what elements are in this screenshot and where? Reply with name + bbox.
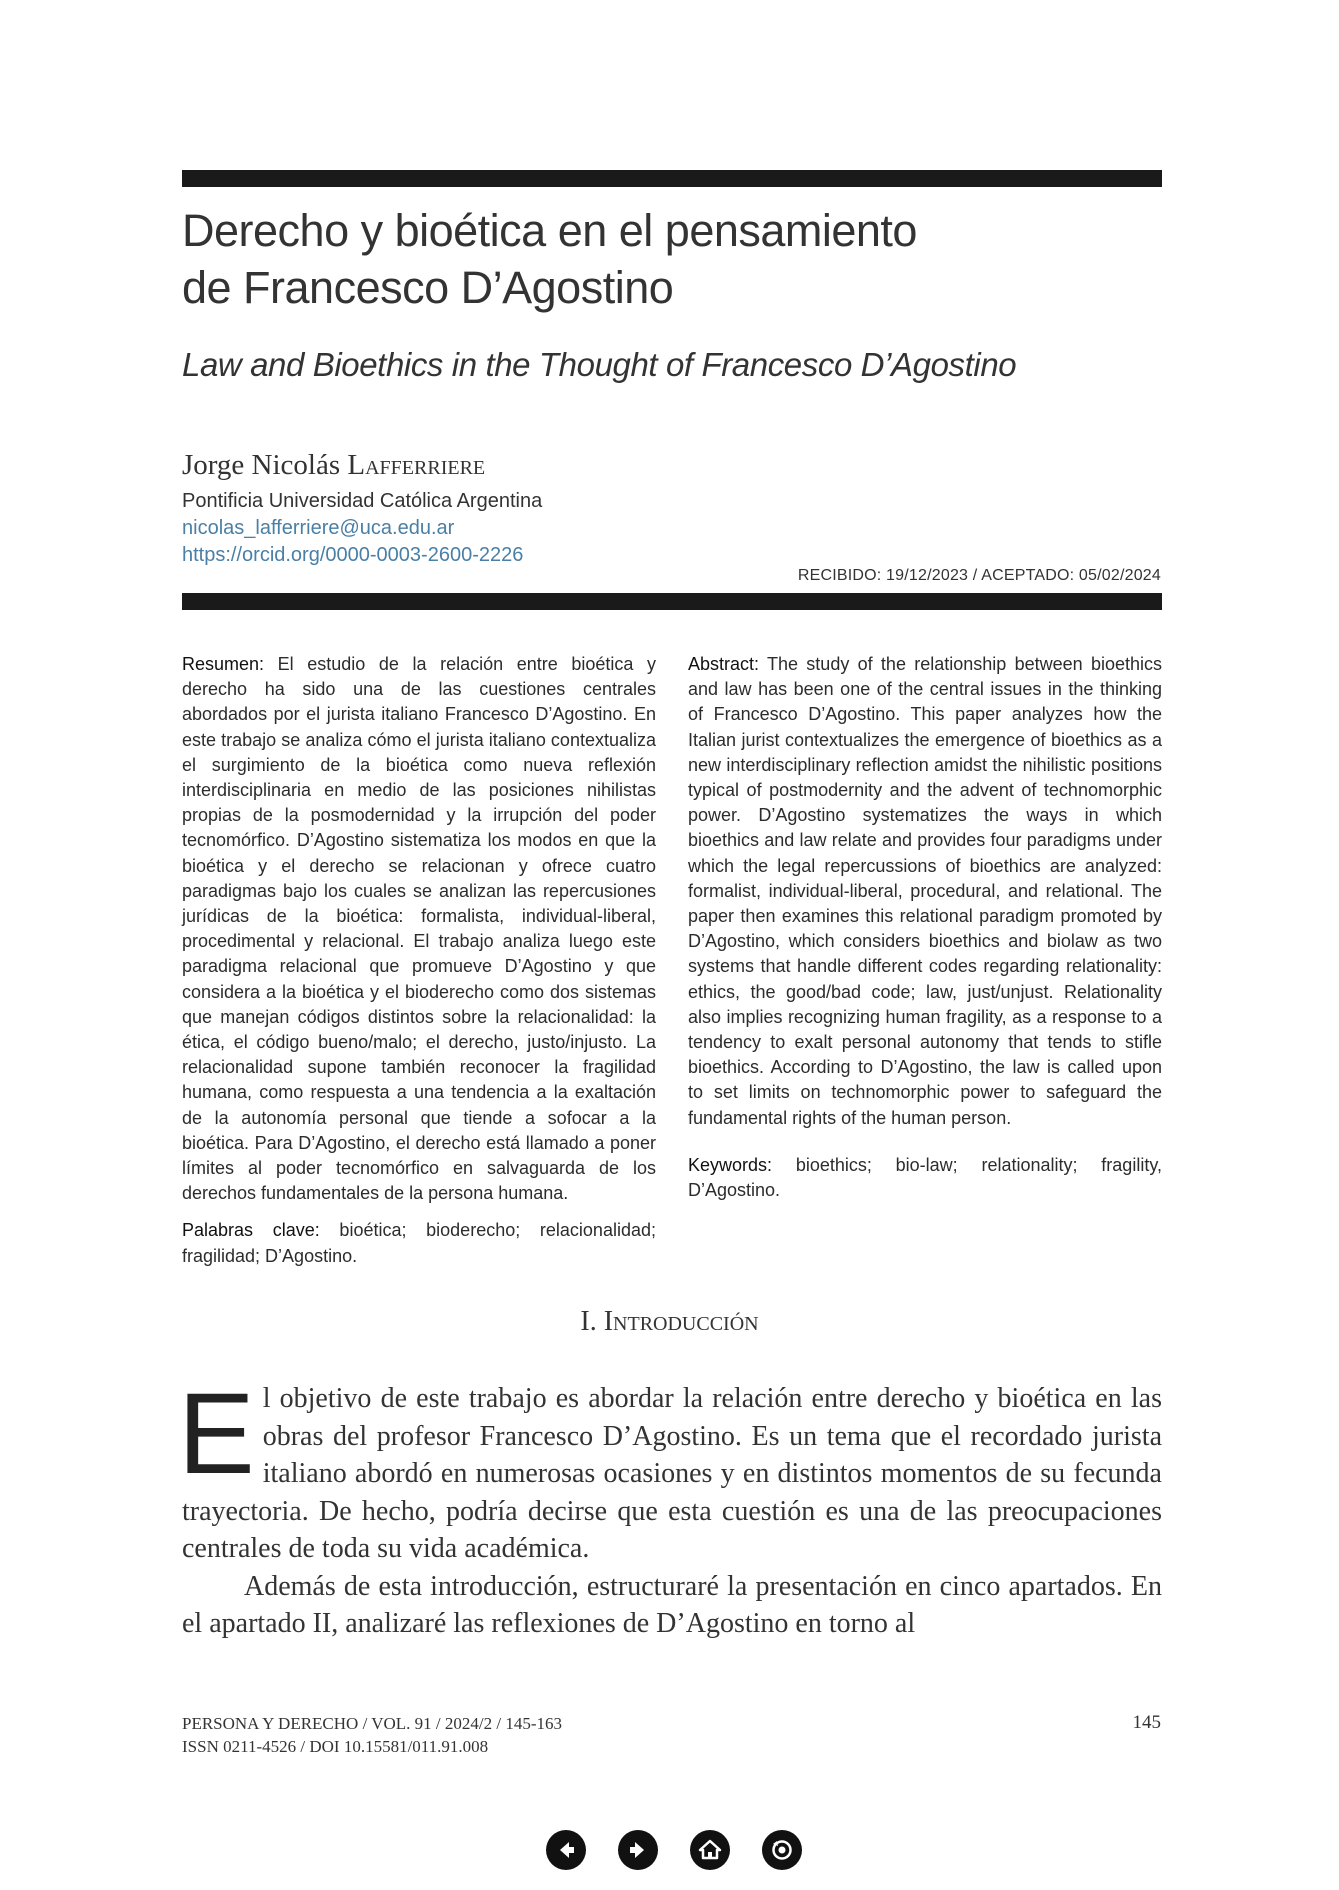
resumen-text: El estudio de la relación entre bioética y derecho ha sido una de las cuestiones centrales abordados por el jurista italiano Francesco D’Agostino. En este trabajo se analiza cómo el jurista italiano contextualiza el surgimiento de la bioética como nueva reflexión interdisciplinaria en medio de las posiciones nihilistas propias de la posmodernidad y la irrupción del poder tecnomórfico. D’Agostino sistematiza los modos en que la bioética y el derecho se relacionan y ofrece cuatro paradigmas bajo los cuales se analizan las repercusiones jurídicas de la bioética: formalista, individual-liberal, procedimental y relacional. El trabajo analiza luego este paradigma relacional que promueve D’Agostino y que considera a la bioética y el bioderecho como dos sistemas que manejan códigos distintos sobre la relacionalidad: la ética, el código bueno/malo; el derecho, justo/injusto. La relacionalidad supone también reconocer la fragilidad humana, como respuesta a una tendencia a la exaltación de la autonomía personal que tiende a sofocar a la bioética. Para D’Agostino, el derecho está llamado a poner límites al poder tecnomórfico en salvaguarda de los derechos fundamentales de la persona humana. bbox=[182, 654, 656, 1204]
abstract-text: The study of the relationship between bioethics and law has been one of the central issues in the thinking of Francesco D’Agostino. This paper analyzes how the Italian jurist contextualizes the emergence of bioethics as a new interdisciplinary reflection amidst the nihilistic positions typical of postmodernity and the advent of technomorphic power. D’Agostino systematizes the ways in which bioethics and law relate and provides four paradigms under which the legal repercussions of bioethics are analyzed: formalist, individual-liberal, procedural, and relational. The paper then examines this relational paradigm promoted by D’Agostino, which considers bioethics and biolaw as two systems that handle different codes regarding relationality: ethics, the good/bad code; law, just/unjust. Relationality also implies recognizing human fragility, as a response to a tendency to exalt personal autonomy that tends to stifle bioethics. According to D’Agostino, the law is called upon to set limits on technomorphic power to safeguard the fundamental rights of the human person. bbox=[688, 654, 1162, 1128]
introduction-body bbox=[178, 1370, 1162, 1643]
drop-cap: E bbox=[178, 1370, 255, 1498]
palabras-clave-label: Palabras clave: bbox=[182, 1220, 320, 1241]
resumen-paragraph bbox=[182, 652, 656, 1206]
intro-paragraph-2: Además de esta introducción, estructuraré la presentación en cinco apartados. En el apartado II, analizaré las reflexiones de D’Agostino en torno al bbox=[182, 1570, 1162, 1639]
keywords bbox=[688, 1153, 1162, 1203]
footer-citation bbox=[182, 1712, 562, 1758]
top-rule bbox=[182, 170, 1162, 187]
header-bottom-rule bbox=[182, 593, 1162, 610]
title-line-2: de Francesco D’Agostino bbox=[182, 262, 674, 313]
home-icon bbox=[696, 1836, 724, 1864]
footer-journal: PERSONA Y DERECHO / VOL. 91 / 2024/2 / 145-163 bbox=[182, 1714, 563, 1733]
next-page-button[interactable] bbox=[618, 1830, 658, 1870]
section-heading: I. Introducción bbox=[580, 1306, 759, 1337]
intro-paragraph-1 bbox=[178, 1370, 1162, 1568]
title-spanish bbox=[182, 202, 1162, 316]
affiliation: Pontificia Universidad Católica Argentina bbox=[182, 490, 543, 512]
abstract-paragraph bbox=[688, 652, 1162, 1131]
keywords-label: Keywords: bbox=[688, 1154, 773, 1175]
palabras-clave-text: bioética; bioderecho; relacionalidad; fragilidad; D’Agostino. bbox=[182, 1220, 656, 1266]
arrow-right-icon bbox=[624, 1836, 652, 1864]
keywords-text: bioethics; bio-law; relationality; fragility, D’Agostino. bbox=[688, 1154, 1162, 1201]
received-accepted-dates: RECIBIDO: 19/12/2023 / ACEPTADO: 05/02/2024 bbox=[797, 567, 1161, 584]
page-number: 145 bbox=[1132, 1712, 1161, 1733]
page-navigation bbox=[546, 1830, 802, 1870]
home-button[interactable] bbox=[690, 1830, 730, 1870]
back-icon bbox=[768, 1836, 796, 1864]
arrow-left-icon bbox=[552, 1836, 580, 1864]
intro-paragraph-1-text: l objetivo de este trabajo es abordar la relación entre derecho y bioética en las obras del profesor Francesco D’Agostino. Es un tema que el recordado jurista italiano abordó en numerosas ocasiones y en distintos momentos de su fecunda trayectoria. De hecho, podría decirse que esta cuestión es una de las preocupaciones centrales de toda su vida académica. bbox=[182, 1383, 1162, 1564]
resumen-column bbox=[182, 652, 656, 1269]
footer-issn: ISSN 0211-4526 / DOI 10.15581/011.91.008 bbox=[182, 1737, 489, 1756]
abstract-label: Abstract: bbox=[688, 654, 760, 674]
back-button[interactable] bbox=[762, 1830, 802, 1870]
abstract-column bbox=[688, 652, 1162, 1203]
orcid-link[interactable]: https://orcid.org/0000-0003-2600-2226 bbox=[182, 544, 524, 566]
author-given-name: Jorge Nicolás bbox=[182, 449, 341, 481]
previous-page-button[interactable] bbox=[546, 1830, 586, 1870]
author-email-link[interactable]: nicolas_lafferriere@uca.edu.ar bbox=[182, 517, 455, 539]
palabras-clave bbox=[182, 1218, 656, 1268]
author-name bbox=[182, 449, 485, 482]
title-english: Law and Bioethics in the Thought of Francesco D’Agostino bbox=[182, 346, 1017, 383]
resumen-label: Resumen: bbox=[182, 654, 265, 674]
author-surname: Lafferriere bbox=[347, 449, 486, 481]
title-line-1: Derecho y bioética en el pensamiento bbox=[182, 205, 917, 256]
